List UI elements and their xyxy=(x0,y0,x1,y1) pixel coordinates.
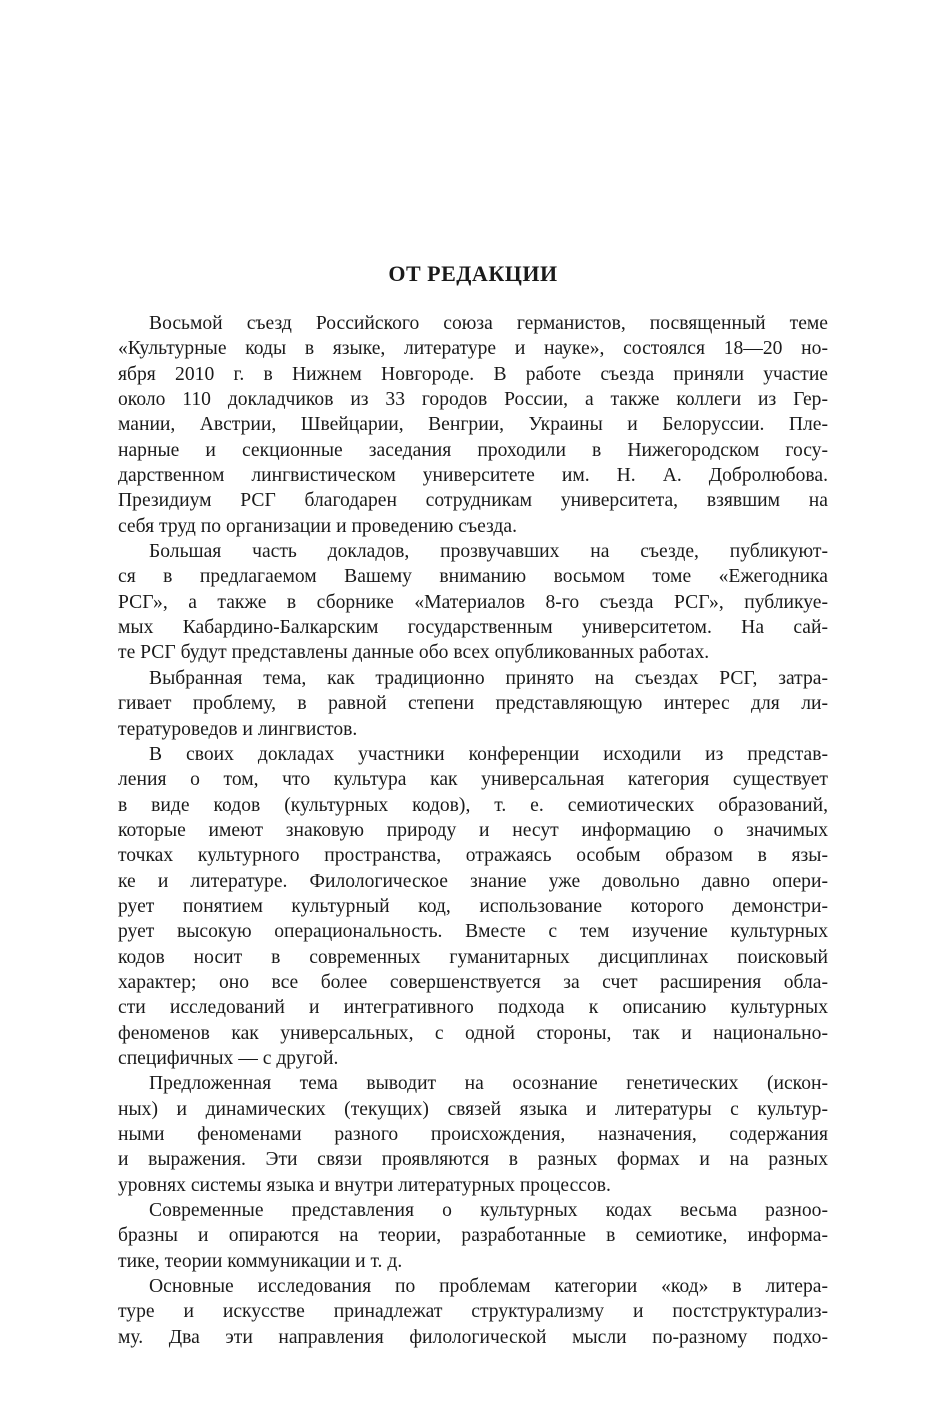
page-title: ОТ РЕДАКЦИИ xyxy=(388,261,558,286)
text-line: которые имеют знаковую природу и несут информацию о значимых xyxy=(118,819,828,841)
text-line: ке и литературе. Филологическое знание уже довольно давно опери- xyxy=(118,870,828,892)
text-line: мании, Австрии, Швейцарии, Венгрии, Украины и Белоруссии. Пле- xyxy=(118,414,828,436)
text-line: нарные и секционные заседания проходили в Нижегородском госу- xyxy=(118,439,828,461)
text-line: тературоведов и лингвистов. xyxy=(118,718,358,740)
text-line: ября 2010 г. в Нижнем Новгороде. В работе съезда приняли участие xyxy=(118,363,828,385)
text-line: себя труд по организации и проведению съезда. xyxy=(118,515,517,537)
paragraph xyxy=(118,1071,828,1198)
text-line: В своих докладах участники конференции исходили из представ- xyxy=(149,743,828,765)
text-line: сти исследований и интегративного подхода к описанию культурных xyxy=(118,997,828,1019)
text-line: Основные исследования по проблемам категории «код» в литера- xyxy=(149,1276,828,1298)
paragraph xyxy=(118,1198,828,1274)
text-line: рует высокую операциональность. Вместе с тем изучение культурных xyxy=(118,921,828,943)
text-line: Современные представления о культурных кодах весьма разноо- xyxy=(149,1200,828,1222)
text-line: ления о том, что культура как универсальная категория существует xyxy=(118,769,828,791)
body-text xyxy=(118,311,828,1350)
text-line: в виде кодов (культурных кодов), т. е. семиотических образований, xyxy=(118,794,828,816)
text-line: ных) и динамических (текущих) связей языка и литературы с культур- xyxy=(118,1098,828,1120)
text-line: феноменов как универсальных, с одной стороны, так и национально- xyxy=(118,1022,828,1044)
paragraph xyxy=(118,742,828,1071)
text-line: Выбранная тема, как традиционно принято на съездах РСГ, затра- xyxy=(149,667,828,689)
text-line: «Культурные коды в языке, литературе и науке», состоялся 18—20 но- xyxy=(118,338,828,360)
text-line: около 110 докладчиков из 33 городов России, а также коллеги из Гер- xyxy=(118,389,828,411)
paragraph xyxy=(118,311,828,539)
paragraph xyxy=(118,666,828,742)
text-line: и выражения. Эти связи проявляются в разных формах и на разных xyxy=(118,1149,828,1171)
text-line: Предложенная тема выводит на осознание генетических (искон- xyxy=(149,1073,828,1095)
text-line: туре и искусстве принадлежат структурализму и постструктурализ- xyxy=(118,1301,828,1323)
text-line: Большая часть докладов, прозвучавших на съезде, публикуют- xyxy=(149,541,828,563)
text-line: му. Два эти направления филологической мысли по-разному подхо- xyxy=(118,1326,828,1348)
book-page xyxy=(118,0,828,1418)
text-line: бразны и опираются на теории, разработанные в семиотике, информа- xyxy=(118,1225,828,1247)
text-line: специфичных — с другой. xyxy=(118,1047,339,1069)
text-line: РСГ», а также в сборнике «Материалов 8-го съезда РСГ», публикуе- xyxy=(118,591,828,613)
text-line: Президиум РСГ благодарен сотрудникам университета, взявшим на xyxy=(118,490,828,512)
paragraph xyxy=(118,539,828,666)
text-line: тике, теории коммуникации и т. д. xyxy=(118,1250,403,1272)
paragraph xyxy=(118,1274,828,1350)
text-line: уровнях системы языка и внутри литературных процессов. xyxy=(118,1174,611,1196)
text-line: гивает проблему, в равной степени представляющую интерес для ли- xyxy=(118,693,828,715)
text-line: кодов носит в современных гуманитарных дисциплинах поисковый xyxy=(118,946,828,968)
text-line: рует понятием культурный код, использование которого демонстри- xyxy=(118,895,828,917)
text-line: характер; оно все более совершенствуется за счет расширения обла- xyxy=(118,971,828,993)
text-line: мых Кабардино-Балкарским государственным университетом. На сай- xyxy=(118,617,828,639)
text-line: Восьмой съезд Российского союза германистов, посвященный теме xyxy=(149,313,828,334)
text-line: ными феноменами разного происхождения, назначения, содержания xyxy=(118,1124,828,1145)
text-line: дарственном лингвистическом университете им. Н. А. Добролюбова. xyxy=(118,465,828,487)
text-line: ся в предлагаемом Вашему вниманию восьмом томе «Ежегодника xyxy=(118,566,828,588)
text-line: те РСГ будут представлены данные обо всех опубликованных работах. xyxy=(118,642,710,664)
text-line: точках культурного пространства, отражаясь особым образом в язы- xyxy=(118,845,828,867)
